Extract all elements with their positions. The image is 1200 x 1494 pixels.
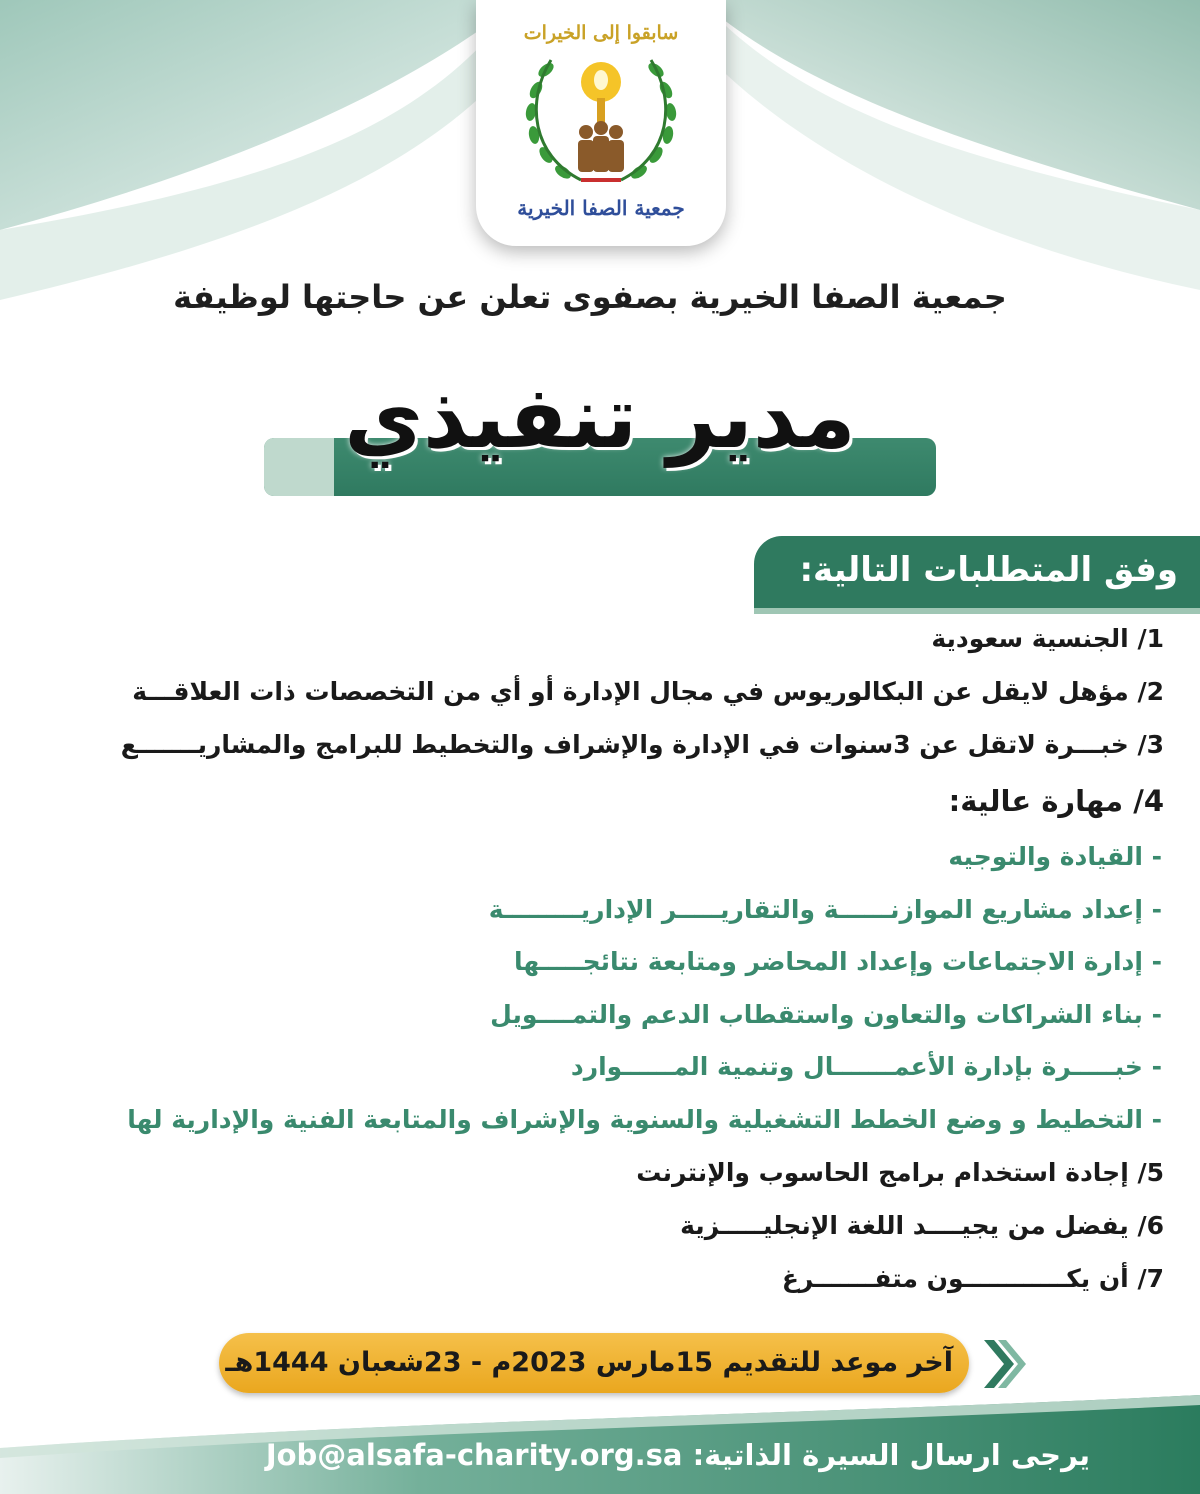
deadline-banner <box>219 1333 969 1393</box>
requirement-item: 1/ الجنسية سعودية <box>931 624 1164 653</box>
footer-contact: يرجى ارسال السيرة الذاتية: Job@alsafa-charity.org.sa <box>265 1438 1090 1472</box>
requirement-item: 5/ إجادة استخدام برامج الحاسوب والإنترنت <box>636 1158 1164 1187</box>
requirement-item: 6/ يفضل من يجيــــد اللغة الإنجليـــــزية <box>680 1211 1164 1240</box>
chevron-arrows-icon <box>980 1336 1026 1392</box>
requirements-label: وفق المتطلبات التالية: <box>799 550 1178 590</box>
announcement-headline: جمعية الصفا الخيرية بصفوى تعلن عن حاجتها لوظيفة <box>173 278 1007 316</box>
logo-motto: سابقوا إلى الخيرات <box>523 22 679 44</box>
requirements-list <box>64 612 1164 1305</box>
logo-org-name: جمعية الصفا الخيرية <box>517 196 685 220</box>
requirements-tab <box>754 536 1200 608</box>
skill-item: - بناء الشراكات والتعاون واستقطاب الدعم والتمــــويل <box>490 999 1162 1029</box>
requirement-item: 2/ مؤهل لايقل عن البكالوريوس في مجال الإدارة أو أي من التخصصات ذات العلاقـــة <box>132 677 1164 706</box>
skill-item: - خبـــــرة بإدارة الأعمـــــــال وتنمية المــــــوارد <box>570 1052 1162 1081</box>
skill-item: - إدارة الاجتماعات وإعداد المحاضر ومتابعة نتائجـــــها <box>514 947 1162 976</box>
deadline-text: آخر موعد للتقديم 15مارس 2023م - 23شعبان 1444هـ <box>225 1347 953 1378</box>
skill-item: - إعداد مشاريع الموازنــــــة والتقاريـــــر الإداريـــــــــة <box>488 894 1162 924</box>
job-title: مدير تنفيذي <box>344 368 856 468</box>
logo-card <box>476 0 726 246</box>
wreath-emblem-icon <box>501 40 701 200</box>
skill-item: - القيادة والتوجيه <box>948 842 1162 871</box>
requirement-item: 7/ أن يكــــــــــــون متفـــــــرغ <box>781 1264 1164 1293</box>
skill-item: - التخطيط و وضع الخطط التشغيلية والسنوية والإشراف والمتابعة الفنية والإدارية لها <box>127 1104 1162 1134</box>
requirement-item: 4/ مهارة عالية: <box>948 784 1164 818</box>
requirement-item: 3/ خبـــرة لاتقل عن 3سنوات في الإدارة والإشراف والتخطيط للبرامج والمشاريـــــــع <box>120 730 1164 759</box>
